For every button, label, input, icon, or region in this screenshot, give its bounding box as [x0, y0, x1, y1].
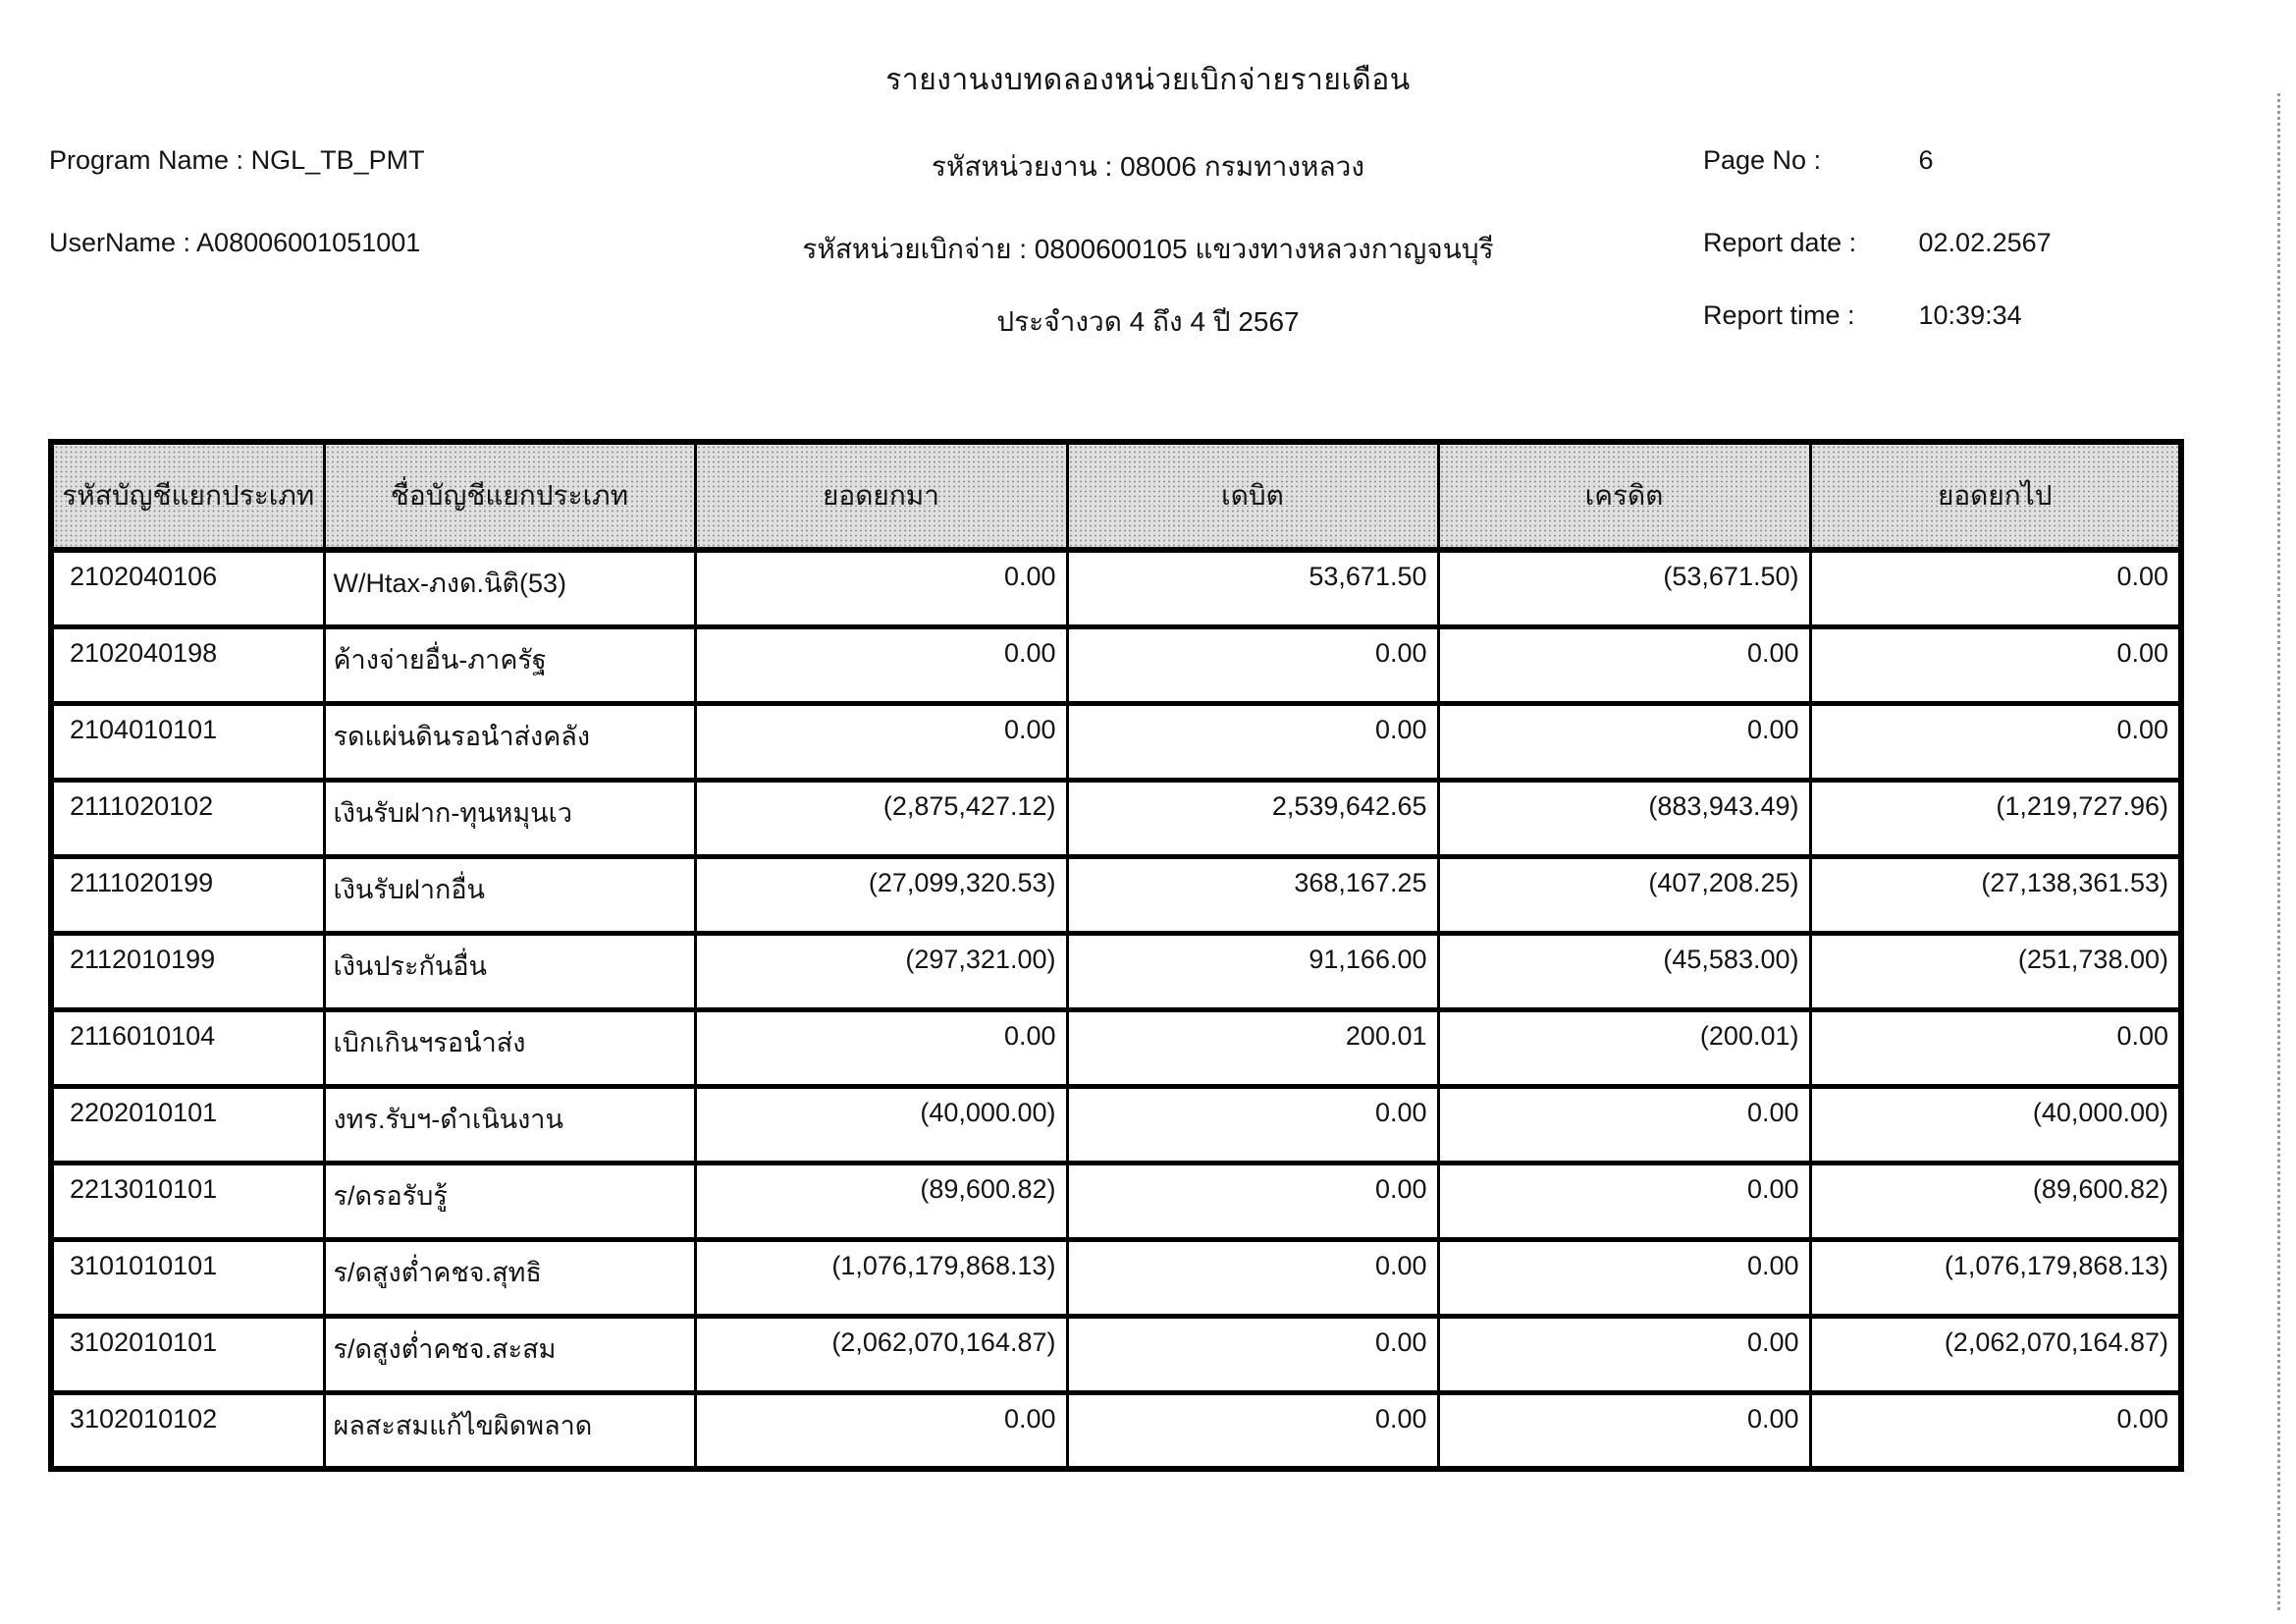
table-cell: 0.00 [1438, 626, 1810, 703]
table-cell: เงินประกันอื่น [324, 933, 695, 1009]
table-cell: 0.00 [695, 550, 1067, 626]
username-label: UserName : [49, 228, 191, 257]
table-cell: 91,166.00 [1067, 933, 1438, 1009]
report-time-line [1703, 300, 2253, 331]
table-cell: 200.01 [1067, 1009, 1438, 1086]
table-cell: 0.00 [1438, 1163, 1810, 1239]
table-cell: 0.00 [1438, 703, 1810, 780]
table-cell: (27,138,361.53) [1810, 856, 2181, 933]
table-cell: 0.00 [1438, 1392, 1810, 1469]
table-cell: เงินรับฝาก-ทุนหมุนเว [324, 780, 695, 856]
column-header-debit: เดบิต [1067, 442, 1438, 550]
table-cell: (2,875,427.12) [695, 780, 1067, 856]
table-cell: ร/ดสูงต่ำคชจ.สุทธิ [324, 1239, 695, 1316]
table-cell: (89,600.82) [1810, 1163, 2181, 1239]
table-row [51, 703, 2181, 780]
table-cell: (200.01) [1438, 1009, 1810, 1086]
column-header-credit: เครดิต [1438, 442, 1810, 550]
column-header-carried-forward: ยอดยกไป [1810, 442, 2181, 550]
table-cell: (89,600.82) [695, 1163, 1067, 1239]
table-cell: (45,583.00) [1438, 933, 1810, 1009]
table-cell: (883,943.49) [1438, 780, 1810, 856]
period-line: ประจำงวด 4 ถึง 4 ปี 2567 [996, 306, 1300, 337]
table-row [51, 1392, 2181, 1469]
table-cell: 0.00 [1438, 1086, 1810, 1163]
table-body [51, 550, 2181, 1469]
table-cell: 2102040198 [51, 626, 324, 703]
table-cell: 2111020199 [51, 856, 324, 933]
table-cell: 0.00 [695, 1392, 1067, 1469]
table-cell: (40,000.00) [695, 1086, 1067, 1163]
table-row [51, 550, 2181, 626]
table-cell: (2,062,070,164.87) [1810, 1316, 2181, 1392]
table-cell: เบิกเกินฯรอนำส่ง [324, 1009, 695, 1086]
table-cell: ผลสะสมแก้ไขผิดพลาด [324, 1392, 695, 1469]
column-header-account-name: ชื่อบัญชีแยกประเภท [324, 442, 695, 550]
table-row [51, 626, 2181, 703]
program-name-label: Program Name : [49, 145, 244, 175]
table-row [51, 780, 2181, 856]
program-name-value: NGL_TB_PMT [250, 145, 425, 175]
table-cell: 3102010101 [51, 1316, 324, 1392]
table-cell: 0.00 [1810, 703, 2181, 780]
table-cell: 3102010102 [51, 1392, 324, 1469]
report-time-value: 10:39:34 [1918, 300, 2022, 330]
table-cell: 0.00 [695, 626, 1067, 703]
table-cell: 0.00 [1810, 1392, 2181, 1469]
table-cell: ร/ดรอรับรู้ [324, 1163, 695, 1239]
table-row [51, 1086, 2181, 1163]
table-row [51, 1316, 2181, 1392]
table-cell: (1,076,179,868.13) [695, 1239, 1067, 1316]
table-cell: งทร.รับฯ-ดำเนินงาน [324, 1086, 695, 1163]
table-cell: ค้างจ่ายอื่น-ภาครัฐ [324, 626, 695, 703]
agency-code-line: รหัสหน่วยงาน : 08006 กรมทางหลวง [931, 151, 1365, 182]
report-title: รายงานงบทดลองหน่วยเบิกจ่ายรายเดือน [885, 64, 1411, 96]
table-cell: (40,000.00) [1810, 1086, 2181, 1163]
column-header-brought-forward: ยอดยกมา [695, 442, 1067, 550]
table-cell: 0.00 [1810, 550, 2181, 626]
table-cell: 0.00 [1810, 626, 2181, 703]
table-cell: 2202010101 [51, 1086, 324, 1163]
page-no-line [1703, 145, 2253, 176]
username-value: A08006001051001 [196, 228, 421, 257]
table-cell: 0.00 [695, 703, 1067, 780]
scan-perforation-edge [2277, 93, 2280, 1610]
table-cell: 3101010101 [51, 1239, 324, 1316]
table-cell: (297,321.00) [695, 933, 1067, 1009]
table-cell: 0.00 [1067, 1239, 1438, 1316]
table-cell: ร/ดสูงต่ำคชจ.สะสม [324, 1316, 695, 1392]
disbursement-unit-line: รหัสหน่วยเบิกจ่าย : 0800600105 แขวงทางหลวงกาญจนบุรี [802, 234, 1494, 264]
report-time-label: Report time : [1703, 300, 1855, 330]
table-cell: W/Htax-ภงด.นิติ(53) [324, 550, 695, 626]
page-no-value: 6 [1918, 145, 1934, 175]
page-no-label: Page No : [1703, 145, 1822, 175]
table-cell: 0.00 [1067, 1392, 1438, 1469]
report-date-value: 02.02.2567 [1918, 228, 2052, 257]
table-row [51, 1009, 2181, 1086]
table-cell: (53,671.50) [1438, 550, 1810, 626]
table-cell: 0.00 [1067, 1163, 1438, 1239]
table-cell: รดแผ่นดินรอนำส่งคลัง [324, 703, 695, 780]
table-cell: (1,076,179,868.13) [1810, 1239, 2181, 1316]
table-cell: 0.00 [1067, 1316, 1438, 1392]
table-cell: 2213010101 [51, 1163, 324, 1239]
trial-balance-table [48, 439, 2184, 1472]
table-cell: 0.00 [1067, 626, 1438, 703]
table-cell: 2104010101 [51, 703, 324, 780]
table-cell: 2,539,642.65 [1067, 780, 1438, 856]
table-cell: 0.00 [1438, 1316, 1810, 1392]
table-cell: 2116010104 [51, 1009, 324, 1086]
report-date-label: Report date : [1703, 228, 1857, 257]
table-cell: 0.00 [1067, 1086, 1438, 1163]
table-cell: 0.00 [1810, 1009, 2181, 1086]
table-cell: (27,099,320.53) [695, 856, 1067, 933]
table-row [51, 1163, 2181, 1239]
table-header-row [51, 442, 2181, 550]
table-cell: 2102040106 [51, 550, 324, 626]
table-row [51, 856, 2181, 933]
table-cell: (251,738.00) [1810, 933, 2181, 1009]
table-row [51, 1239, 2181, 1316]
table-cell: 0.00 [1438, 1239, 1810, 1316]
table-cell: เงินรับฝากอื่น [324, 856, 695, 933]
table-cell: (407,208.25) [1438, 856, 1810, 933]
table-cell: 0.00 [1067, 703, 1438, 780]
column-header-account-code: รหัสบัญชีแยกประเภท [51, 442, 324, 550]
table-cell: 2112010199 [51, 933, 324, 1009]
table-cell: 0.00 [695, 1009, 1067, 1086]
table-cell: (1,219,727.96) [1810, 780, 2181, 856]
table-cell: 53,671.50 [1067, 550, 1438, 626]
table-cell: 368,167.25 [1067, 856, 1438, 933]
report-date-line [1703, 228, 2253, 258]
table-cell: (2,062,070,164.87) [695, 1316, 1067, 1392]
table-cell: 2111020102 [51, 780, 324, 856]
table-row [51, 933, 2181, 1009]
